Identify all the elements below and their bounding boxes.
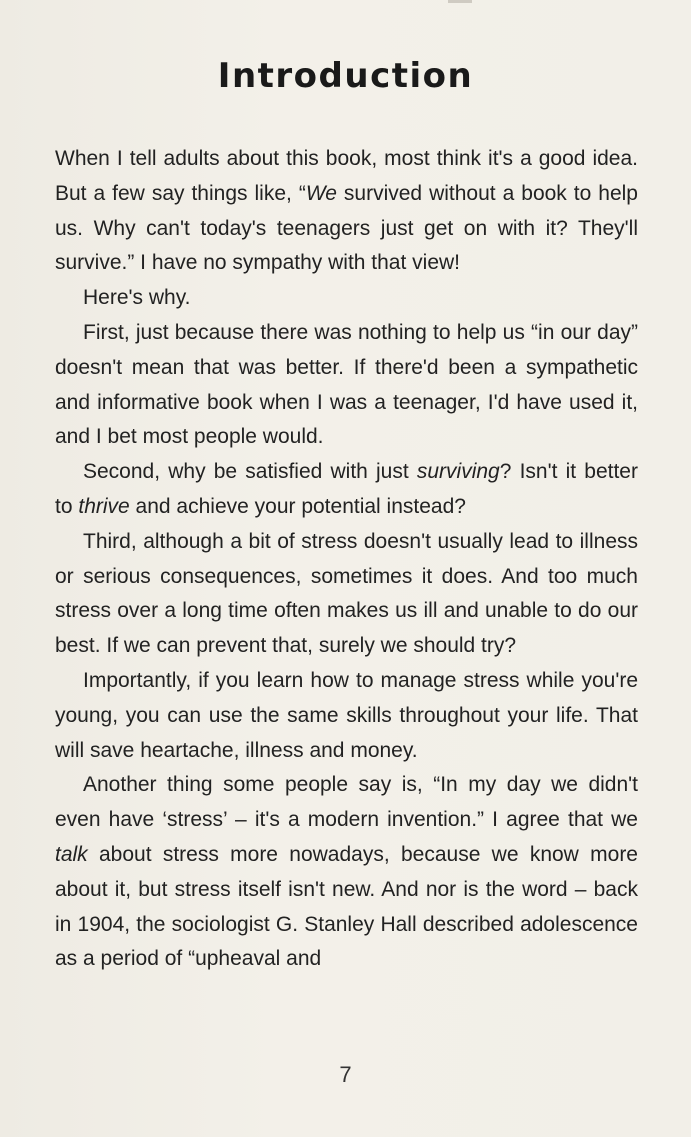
chapter-title: Introduction — [217, 56, 474, 96]
italic-emphasis: We — [305, 181, 337, 205]
paragraph-4: Second, why be satisfied with just surviving? Isn't it better to thrive and achieve your potential instead? — [55, 460, 638, 518]
page-number: 7 — [339, 1062, 352, 1087]
paragraph-5: Third, although a bit of stress doesn't usually lead to illness or serious consequences, sometimes it does. And too much stress over a long time often makes us ill and unable to do our best. If we can prevent that, surely we should try? — [55, 529, 638, 658]
italic-emphasis: surviving — [416, 460, 500, 484]
paragraph-6: Importantly, if you learn how to manage stress while you're young, you can use the same skills throughout your life. That will save heartache, illness and money. — [55, 668, 638, 762]
page-edge-mark — [448, 0, 472, 3]
paragraph-7: Another thing some people say is, “In my day we didn't even have ‘stress’ – it's a modern invention.” I agree that we talk about stress more nowadays, because we know more about it, but stress itself isn't new. And nor is the word – back in 1904, the sociologist G. Stanley Hall described adolescence as a period of “upheaval and — [55, 773, 638, 971]
italic-emphasis: thrive — [78, 494, 130, 518]
body-text — [55, 142, 638, 977]
paragraph-1: When I tell adults about this book, most think it's a good idea. But a few say things like, “We survived without a book to help us. Why can't today's teenagers just get on with it? They'll survive.” I have no sympathy with that view! — [55, 147, 638, 275]
italic-emphasis: talk — [55, 842, 88, 866]
paragraph-3: First, just because there was nothing to help us “in our day” doesn't mean that was better. If there'd been a sympathetic and informative book when I was a teenager, I'd have used it, and I bet most people would. — [55, 320, 638, 449]
paragraph-2: Here's why. — [83, 286, 191, 310]
